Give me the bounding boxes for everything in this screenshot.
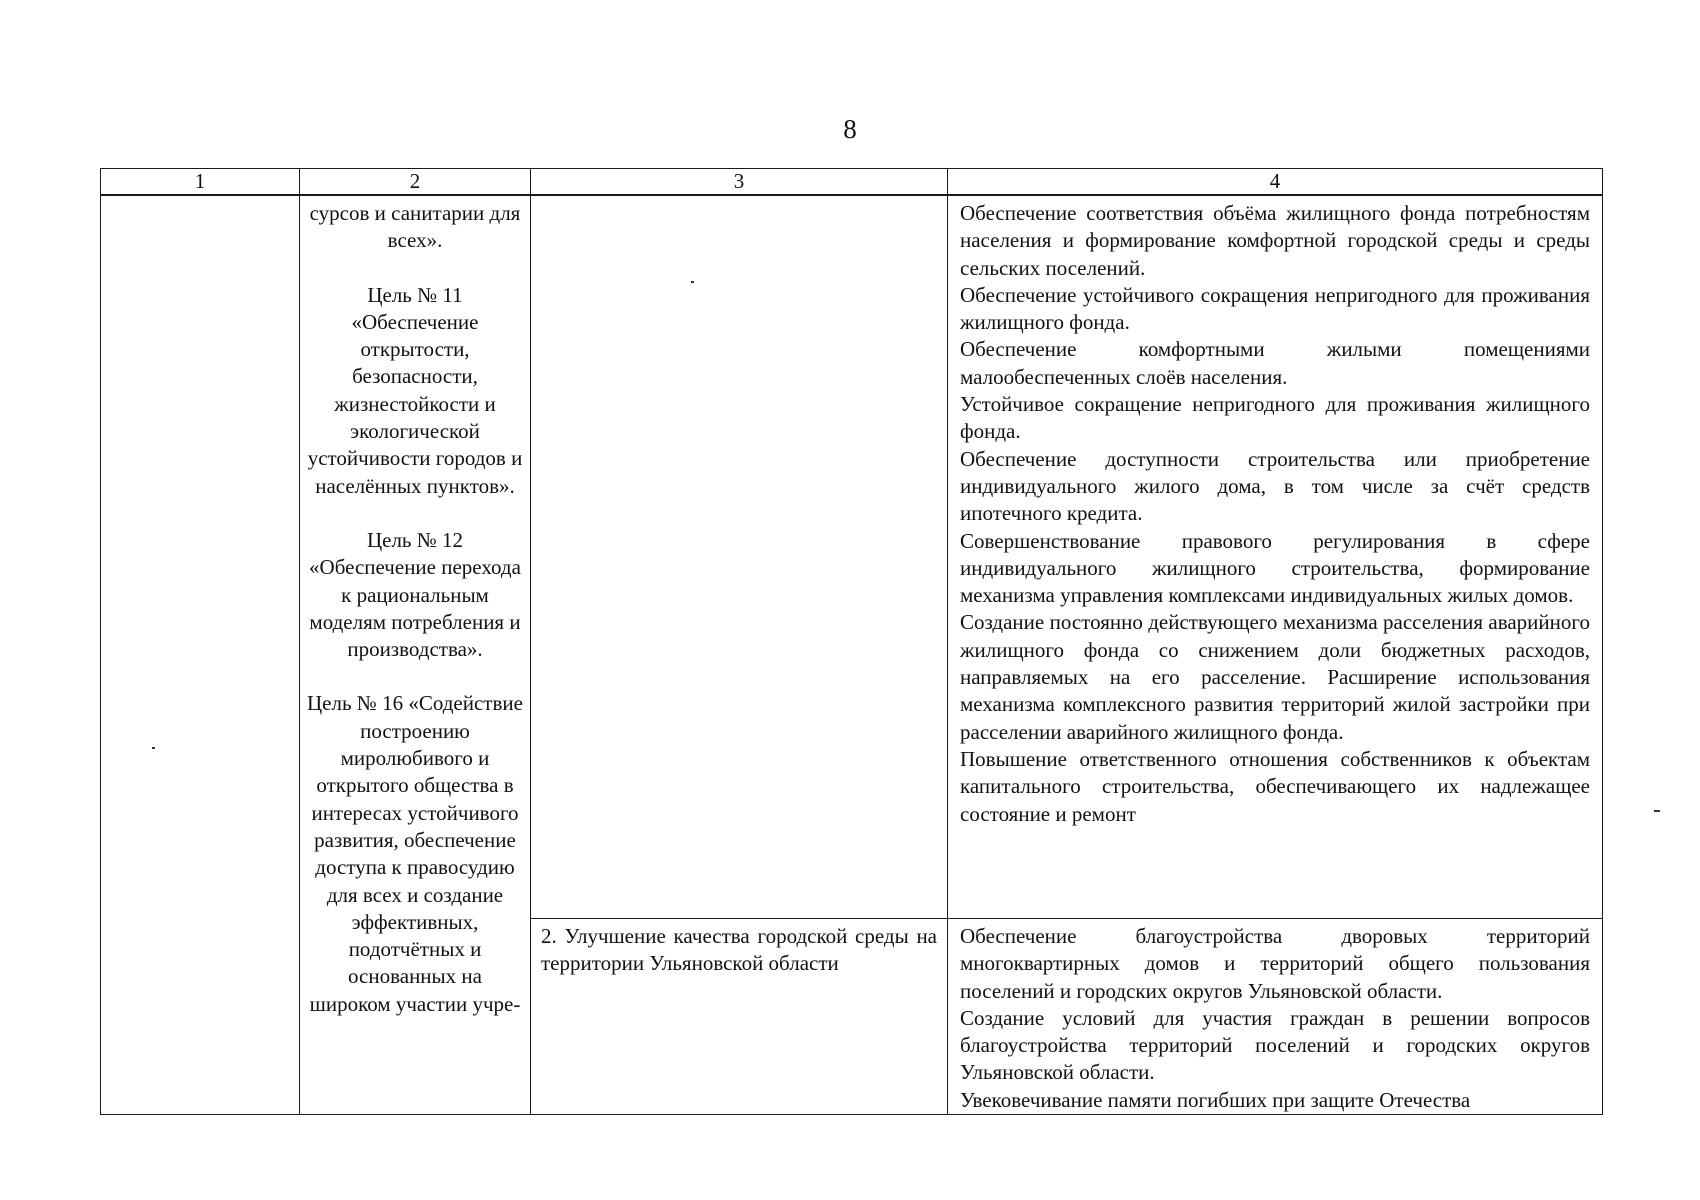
paragraph-gap — [306, 663, 524, 690]
direction-item: Обеспечение комфортными жилыми помещениями малообеспеченных слоёв населения. — [960, 337, 1590, 389]
header-row — [101, 169, 1603, 196]
direction-item: Устойчивое сокращение непригодного для проживания жилищного фонда. — [960, 392, 1590, 444]
goals-table — [100, 168, 1603, 1115]
scan-speck — [152, 747, 155, 749]
goal-16-text: Цель № 16 «Содействие построению миролюбивого и открытого общества в интересах устойчивого развития, обеспечение доступа к правосудию для всех и создание эффективных, подотчётных и основанных на широком участии учре- — [307, 691, 523, 1016]
goal-text-continued: сурсов и санитарии для всех». — [309, 201, 521, 253]
table-header — [101, 169, 1603, 196]
direction-item: Повышение ответственного отношения собственников к объектам капитального строительства, обеспечивающего их надлежащее состояние и ремонт — [960, 746, 1590, 826]
header-col-4: 4 — [948, 169, 1603, 196]
paragraph-gap — [306, 255, 524, 282]
goal-12-text: Цель № 12 «Обеспечение перехода к рациональным моделям потребления и производства». — [309, 527, 521, 662]
cell-task-1 — [531, 195, 948, 919]
table-row — [101, 195, 1603, 919]
paragraph-gap — [306, 500, 524, 527]
direction-item: Совершенствование правового регулирования в сфере индивидуального жилищного строительства, формирование механизма управления комплексами индивидуальных жилых домов. — [960, 528, 1590, 608]
scan-speck — [691, 281, 694, 283]
scan-speck — [1654, 810, 1660, 812]
header-col-3: 3 — [531, 169, 948, 196]
direction-item: Создание условий для участия граждан в решении вопросов благоустройства территорий поселений и городских округов Ульяновской области. — [960, 1005, 1590, 1085]
direction-item: Увековечивание памяти погибших при защите Отечества — [960, 1087, 1471, 1112]
task-text: 2. Улучшение качества городской среды на территории Ульяновской области — [541, 924, 937, 976]
goal-11-text: Цель № 11 «Обеспечение открытости, безопасности, жизнестойкости и экологической устойчивости городов и населённых пунктов». — [307, 282, 523, 498]
direction-item: Обеспечение устойчивого сокращения непригодного для проживания жилищного фонда. — [960, 282, 1590, 335]
cell-goals — [300, 195, 531, 1115]
direction-item: Создание постоянно действующего механизма расселения аварийного жилищного фонда со снижением доли бюджетных расходов, направляемых на его расселение. Расширение использования механизма комплексного развития территорий жилой застройки при расселении аварийного жилищного фонда. — [960, 610, 1590, 744]
cell-directions-2 — [948, 919, 1603, 1115]
header-col-2: 2 — [300, 169, 531, 196]
direction-item: Обеспечение благоустройства дворовых территорий многоквартирных домов и территорий общего пользования поселений и городских округов Ульяновской области. — [960, 924, 1590, 1003]
cell-col1 — [101, 195, 300, 1115]
direction-item: Обеспечение доступности строительства или приобретение индивидуального жилого дома, в том числе за счёт средств ипотечного кредита. — [960, 446, 1590, 526]
direction-item: Обеспечение соответствия объёма жилищного фонда потребностям населения и формирование комфортной городской среды и среды сельских поселений. — [960, 201, 1590, 280]
header-col-1: 1 — [101, 169, 300, 196]
page-number: 8 — [843, 114, 857, 144]
cell-directions-1 — [948, 195, 1603, 919]
cell-task-2 — [531, 919, 948, 1115]
